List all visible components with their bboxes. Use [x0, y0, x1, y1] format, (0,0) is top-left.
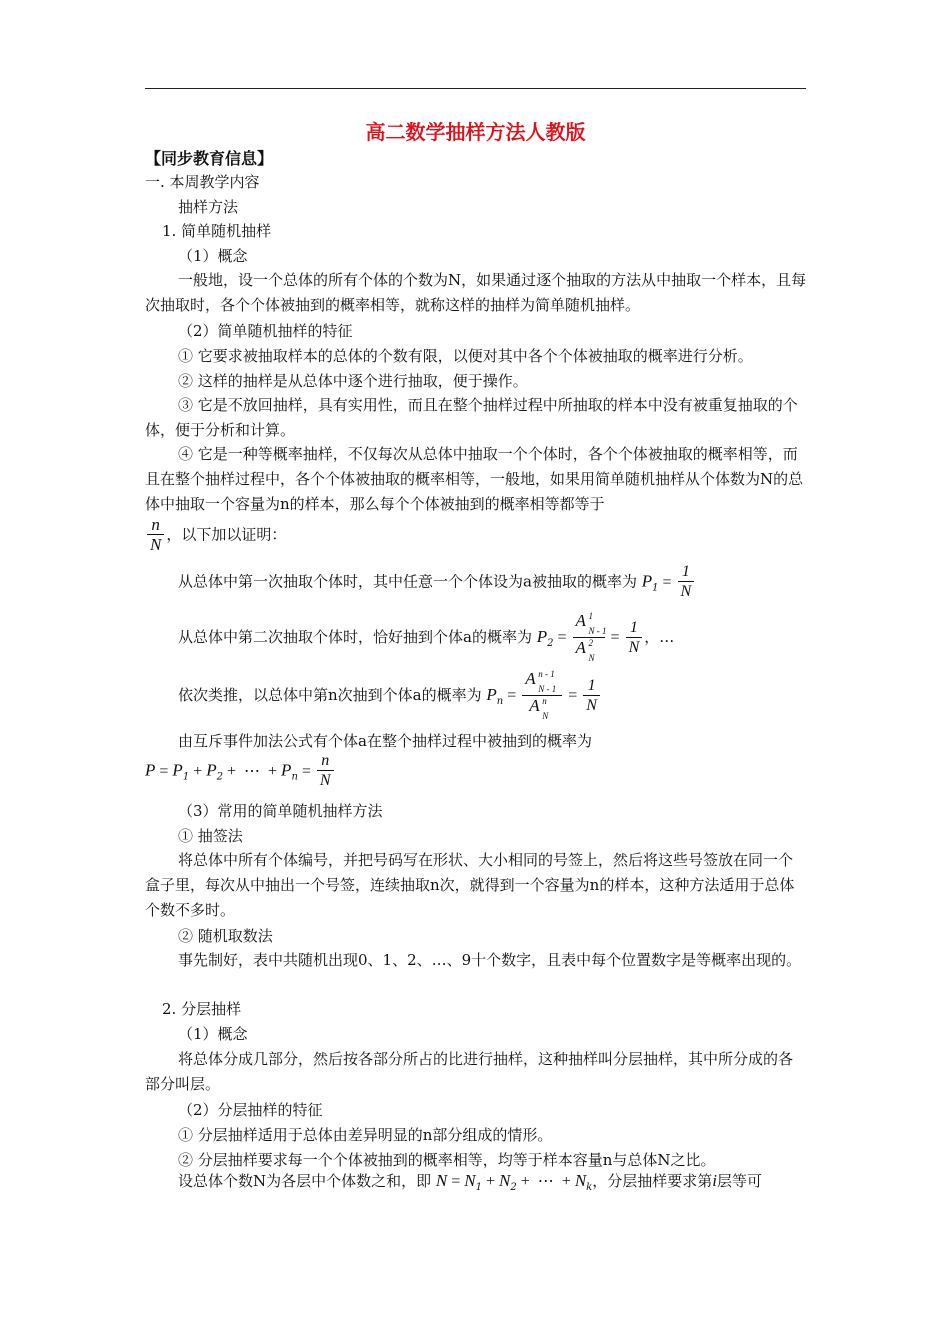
- heading-common-methods: （3）常用的简单随机抽样方法: [178, 802, 383, 820]
- equation-pn-line: 依次类推，以总体中第n次抽到个体a的概率为 $P_n$ = A n - 1 N - 1 A n N = $\frac{1}{N}$: [178, 670, 602, 722]
- equation-total-line: 设总体个数N为各层中个体数之和，即 $N = N_1 + N_2$ + ⋯ + $N_k$，分层抽样要求第i层等可: [178, 1171, 762, 1193]
- heading-stratified: 2. 分层抽样: [162, 1000, 242, 1018]
- heading-concept-1: （1）概念: [178, 247, 248, 265]
- equation-p2-line: 从总体中第二次抽取个体时，恰好抽到个体a的概率为 $P_2$ = A 1 N - 1 A 2 N = $\frac{1}{N}$ ，…: [178, 611, 675, 663]
- document-title: 高二数学抽样方法人教版: [365, 120, 586, 144]
- heading-sampling-methods: 抽样方法: [178, 198, 239, 216]
- heading-features-1: （2）简单随机抽样的特征: [178, 322, 353, 340]
- heading-lottery: ① 抽签法: [178, 827, 243, 845]
- equation-sum-line: $P = P_1 + P_2$ + ⋯ + $P_n$ = $\frac{n}{N}$: [145, 752, 336, 791]
- feature-item-1: ① 它要求被抽取样本的总体的个数有限，以便对其中各个个体被抽取的概率进行分析。: [178, 347, 753, 365]
- heading-simple-random: 1. 简单随机抽样: [162, 222, 272, 240]
- section-header: 【同步教育信息】: [145, 149, 274, 168]
- feature-item-2: ② 这样的抽样是从总体中逐个进行抽取，便于操作。: [178, 372, 528, 390]
- heading-concept-2: （1）概念: [178, 1025, 248, 1043]
- stratified-feature-1: ① 分层抽样适用于总体由差异明显的n部分组成的情形。: [178, 1126, 553, 1144]
- fraction-n-N: $\frac{n}{N}$: [147, 516, 164, 555]
- text-mutual-exclusive: 由互斥事件加法公式有个体a在整个抽样过程中被抽到的概率为: [178, 732, 592, 750]
- paragraph-stratified: 将总体分成几部分，然后按各部分所占的比进行抽样，这种抽样叫分层抽样，其中所分成的各部分叫层。: [145, 1050, 794, 1093]
- heading-features-2: （2）分层抽样的特征: [178, 1101, 323, 1119]
- paragraph-random-number: 事先制好，表中共随机出现0、1、2、…、9十个数字，且表中每个位置数字是等概率出现的。: [178, 951, 802, 969]
- paragraph-lottery: 将总体中所有个体编号，并把号码写在形状、大小相同的号签上，然后将这些号签放在同一个盒子里，每次从中抽出一个号签，连续抽取n次，就得到一个容量为n的样本，这种方法适用于总体个数不多时。: [145, 851, 795, 919]
- paragraph-definition: 一般地，设一个总体的所有个体的个数为N，如果通过逐个抽取的方法从中抽取一个样本，且每次抽取时，各个个体被抽到的概率相等，就称这样的抽样为简单随机抽样。: [145, 271, 807, 314]
- heading-teaching-content: 一. 本周教学内容: [145, 173, 260, 191]
- equation-p1-line: 从总体中第一次抽取个体时，其中任意一个个体设为a被抽取的概率为 $P_1$ = $\frac{1}{N}$: [178, 563, 696, 602]
- heading-random-number: ② 随机取数法: [178, 927, 273, 945]
- header-rule: [145, 88, 806, 89]
- feature-item-4: ④ 它是一种等概率抽样，不仅每次从总体中抽取一个个体时，各个个体被抽取的概率相等，而且在整个抽样过程中，各个个体被抽取的概率相等，一般地，如果用简单随机抽样从个体数为N的总体中抽取一个容量为n的样本，那么每个个体被抽到的概率相等都等于: [145, 445, 804, 513]
- feature-item-3: ③ 它是不放回抽样，具有实用性，而且在整个抽样过程中所抽取的样本中没有被重复抽取的个体，便于分析和计算。: [145, 396, 798, 439]
- stratified-feature-2: ② 分层抽样要求每一个个体被抽到的概率相等，均等于样本容量n与总体N之比。: [178, 1151, 716, 1169]
- fraction-line-n-over-N: $\frac{n}{N}$ ，以下加以证明：: [145, 516, 286, 555]
